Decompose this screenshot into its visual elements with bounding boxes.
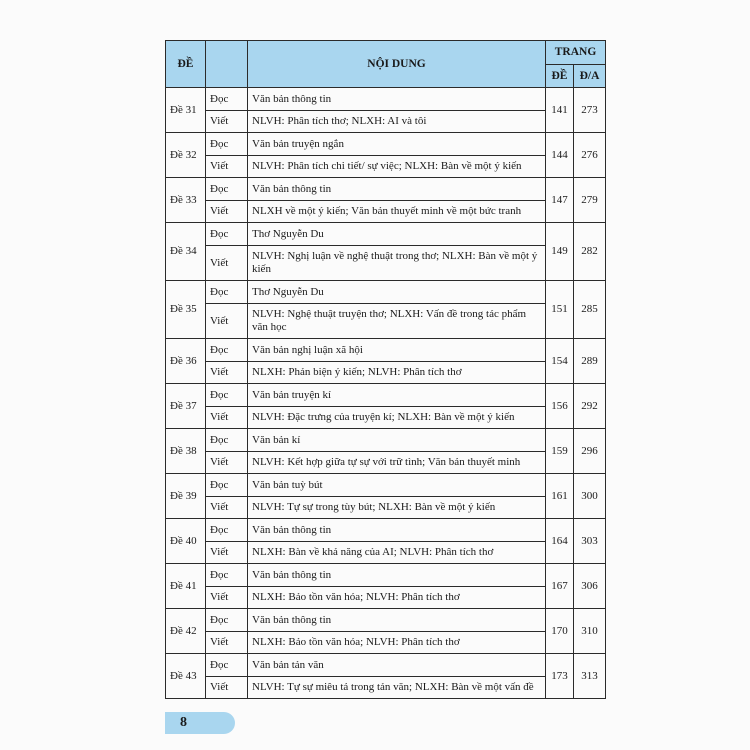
- exam-number: Đề 33: [166, 178, 206, 223]
- header-trang: TRANG: [546, 41, 606, 65]
- reading-label: Đọc: [206, 339, 248, 362]
- answer-page: 306: [574, 564, 606, 609]
- writing-content: NLVH: Phân tích chi tiết/ sự việc; NLXH: Bàn về một ý kiến: [248, 156, 546, 178]
- reading-content: Văn bản thông tin: [248, 519, 546, 542]
- reading-label: Đọc: [206, 384, 248, 407]
- writing-label: Viết: [206, 246, 248, 281]
- answer-page: 279: [574, 178, 606, 223]
- reading-content: Thơ Nguyễn Du: [248, 281, 546, 304]
- table-row: [166, 407, 606, 429]
- answer-page: 303: [574, 519, 606, 564]
- table-row: [166, 339, 606, 362]
- writing-label: Viết: [206, 156, 248, 178]
- exam-page: 161: [546, 474, 574, 519]
- table-row: [166, 223, 606, 246]
- header-trang-da: Đ/A: [574, 65, 606, 88]
- exam-number: Đề 39: [166, 474, 206, 519]
- table-row: [166, 111, 606, 133]
- exam-page: 159: [546, 429, 574, 474]
- exam-number: Đề 38: [166, 429, 206, 474]
- table-row: [166, 654, 606, 677]
- writing-content: NLVH: Nghệ thuật truyện thơ; NLXH: Vấn đề trong tác phẩm văn học: [248, 304, 546, 339]
- exam-page: 170: [546, 609, 574, 654]
- reading-content: Văn bản nghị luận xã hội: [248, 339, 546, 362]
- reading-label: Đọc: [206, 223, 248, 246]
- reading-content: Thơ Nguyễn Du: [248, 223, 546, 246]
- exam-page: 147: [546, 178, 574, 223]
- writing-content: NLXH: Bảo tồn văn hóa; NLVH: Phân tích thơ: [248, 587, 546, 609]
- reading-content: Văn bản thông tin: [248, 609, 546, 632]
- reading-content: Văn bản truyện kí: [248, 384, 546, 407]
- exam-number: Đề 36: [166, 339, 206, 384]
- exam-number: Đề 35: [166, 281, 206, 339]
- exam-number: Đề 40: [166, 519, 206, 564]
- reading-label: Đọc: [206, 281, 248, 304]
- answer-page: 289: [574, 339, 606, 384]
- exam-page: 154: [546, 339, 574, 384]
- table-row: [166, 362, 606, 384]
- table-header: [166, 41, 606, 88]
- writing-label: Viết: [206, 677, 248, 699]
- answer-page: 273: [574, 88, 606, 133]
- answer-page: 285: [574, 281, 606, 339]
- reading-content: Văn bản tuỳ bút: [248, 474, 546, 497]
- exam-number: Đề 43: [166, 654, 206, 699]
- reading-label: Đọc: [206, 88, 248, 111]
- table-row: [166, 246, 606, 281]
- writing-label: Viết: [206, 111, 248, 133]
- writing-content: NLXH về một ý kiến; Văn bản thuyết minh về một bức tranh: [248, 201, 546, 223]
- exam-page: 167: [546, 564, 574, 609]
- writing-label: Viết: [206, 497, 248, 519]
- writing-content: NLVH: Tự sự trong tùy bút; NLXH: Bàn về một ý kiến: [248, 497, 546, 519]
- writing-content: NLVH: Kết hợp giữa tự sự với trữ tình; Văn bản thuyết minh: [248, 452, 546, 474]
- reading-content: Văn bản thông tin: [248, 88, 546, 111]
- answer-page: 292: [574, 384, 606, 429]
- exam-number: Đề 41: [166, 564, 206, 609]
- reading-label: Đọc: [206, 429, 248, 452]
- writing-content: NLXH: Bảo tồn văn hóa; NLVH: Phân tích thơ: [248, 632, 546, 654]
- writing-label: Viết: [206, 362, 248, 384]
- reading-label: Đọc: [206, 178, 248, 201]
- answer-page: 282: [574, 223, 606, 281]
- writing-label: Viết: [206, 452, 248, 474]
- page-number-tab: [165, 712, 235, 734]
- exam-page: 151: [546, 281, 574, 339]
- writing-label: Viết: [206, 201, 248, 223]
- reading-label: Đọc: [206, 133, 248, 156]
- table-row: [166, 429, 606, 452]
- reading-label: Đọc: [206, 519, 248, 542]
- table-row: [166, 452, 606, 474]
- writing-content: NLXH: Phản biện ý kiến; NLVH: Phân tích thơ: [248, 362, 546, 384]
- table-row: [166, 178, 606, 201]
- exam-number: Đề 31: [166, 88, 206, 133]
- table-row: [166, 497, 606, 519]
- writing-content: NLXH: Bàn về khả năng của AI; NLVH: Phân tích thơ: [248, 542, 546, 564]
- writing-label: Viết: [206, 542, 248, 564]
- header-de: ĐỀ: [166, 41, 206, 88]
- reading-content: Văn bản truyện ngắn: [248, 133, 546, 156]
- table-row: [166, 88, 606, 111]
- table-of-contents: [165, 40, 606, 699]
- answer-page: 276: [574, 133, 606, 178]
- reading-label: Đọc: [206, 654, 248, 677]
- writing-label: Viết: [206, 587, 248, 609]
- reading-content: Văn bản thông tin: [248, 178, 546, 201]
- table-row: [166, 201, 606, 223]
- header-content: NỘI DUNG: [248, 41, 546, 88]
- answer-page: 296: [574, 429, 606, 474]
- exam-page: 156: [546, 384, 574, 429]
- table-row: [166, 609, 606, 632]
- table-row: [166, 587, 606, 609]
- writing-content: NLVH: Tự sự miêu tả trong tản văn; NLXH: Bàn về một vấn đề: [248, 677, 546, 699]
- reading-label: Đọc: [206, 609, 248, 632]
- table-row: [166, 281, 606, 304]
- exam-number: Đề 32: [166, 133, 206, 178]
- table-row: [166, 474, 606, 497]
- exam-number: Đề 42: [166, 609, 206, 654]
- reading-label: Đọc: [206, 474, 248, 497]
- exam-page: 141: [546, 88, 574, 133]
- exam-page: 144: [546, 133, 574, 178]
- reading-content: Văn bản tản văn: [248, 654, 546, 677]
- writing-label: Viết: [206, 304, 248, 339]
- reading-content: Văn bản kí: [248, 429, 546, 452]
- table-row: [166, 384, 606, 407]
- writing-content: NLVH: Đặc trưng của truyện kí; NLXH: Bàn về một ý kiến: [248, 407, 546, 429]
- answer-page: 300: [574, 474, 606, 519]
- writing-content: NLVH: Nghị luận về nghệ thuật trong thơ; NLXH: Bàn về một ý kiến: [248, 246, 546, 281]
- writing-label: Viết: [206, 632, 248, 654]
- table-row: [166, 519, 606, 542]
- page-number: 8: [180, 715, 187, 730]
- table-row: [166, 564, 606, 587]
- table-row: [166, 133, 606, 156]
- header-trang-de: ĐỀ: [546, 65, 574, 88]
- header-blank: [206, 41, 248, 88]
- table-row: [166, 542, 606, 564]
- exam-number: Đề 34: [166, 223, 206, 281]
- answer-page: 313: [574, 654, 606, 699]
- exam-page: 164: [546, 519, 574, 564]
- reading-label: Đọc: [206, 564, 248, 587]
- reading-content: Văn bản thông tin: [248, 564, 546, 587]
- writing-content: NLVH: Phân tích thơ; NLXH: AI và tôi: [248, 111, 546, 133]
- table-row: [166, 304, 606, 339]
- table-row: [166, 677, 606, 699]
- exam-number: Đề 37: [166, 384, 206, 429]
- writing-label: Viết: [206, 407, 248, 429]
- table-row: [166, 632, 606, 654]
- answer-page: 310: [574, 609, 606, 654]
- table-body: [166, 88, 606, 699]
- table-row: [166, 156, 606, 178]
- exam-page: 149: [546, 223, 574, 281]
- exam-page: 173: [546, 654, 574, 699]
